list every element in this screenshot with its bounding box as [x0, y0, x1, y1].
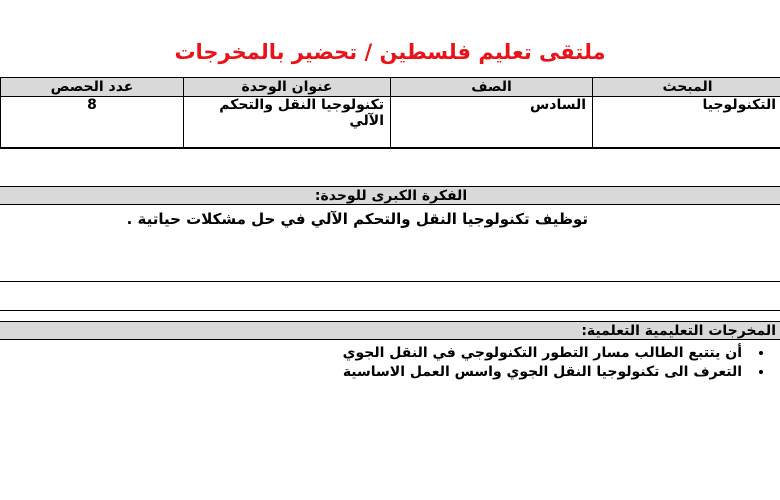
- value-subject: التكنولوجيا: [593, 97, 780, 148]
- outcome-item: • التعرف الى تكنولوجيا النقل الجوي واسس العمل الاساسية: [343, 364, 748, 380]
- page-title: ملتقى تعليم فلسطين / تحضير بالمخرجات: [174, 40, 606, 64]
- info-table: [0, 77, 780, 148]
- divider: [0, 148, 780, 149]
- divider: [0, 310, 780, 311]
- info-header-row: [1, 78, 780, 97]
- value-grade: السادس: [391, 97, 593, 148]
- header-grade: الصف: [391, 78, 593, 97]
- divider: [0, 281, 780, 282]
- value-unit-title: تكنولوجيا النقل والتحكم الآلي: [184, 97, 391, 148]
- header-lesson-count: عدد الحصص: [1, 78, 184, 97]
- outcomes-list: [343, 345, 766, 383]
- outcomes-heading: المخرجات التعليمية التعلمية:: [0, 321, 780, 340]
- info-value-row: [1, 97, 780, 148]
- value-lesson-count: 8: [1, 97, 184, 148]
- header-unit-title: عنوان الوحدة: [184, 78, 391, 97]
- outcome-item: • أن يتتبع الطالب مسار التطور التكنولوجي في النقل الجوي: [343, 345, 748, 361]
- big-idea-heading: الفكرة الكبرى للوحدة:: [0, 186, 780, 205]
- big-idea-text: توظيف تكنولوجيا النقل والتحكم الآلي في حل مشكلات حياتية .: [126, 210, 588, 228]
- header-subject: المبحث: [593, 78, 780, 97]
